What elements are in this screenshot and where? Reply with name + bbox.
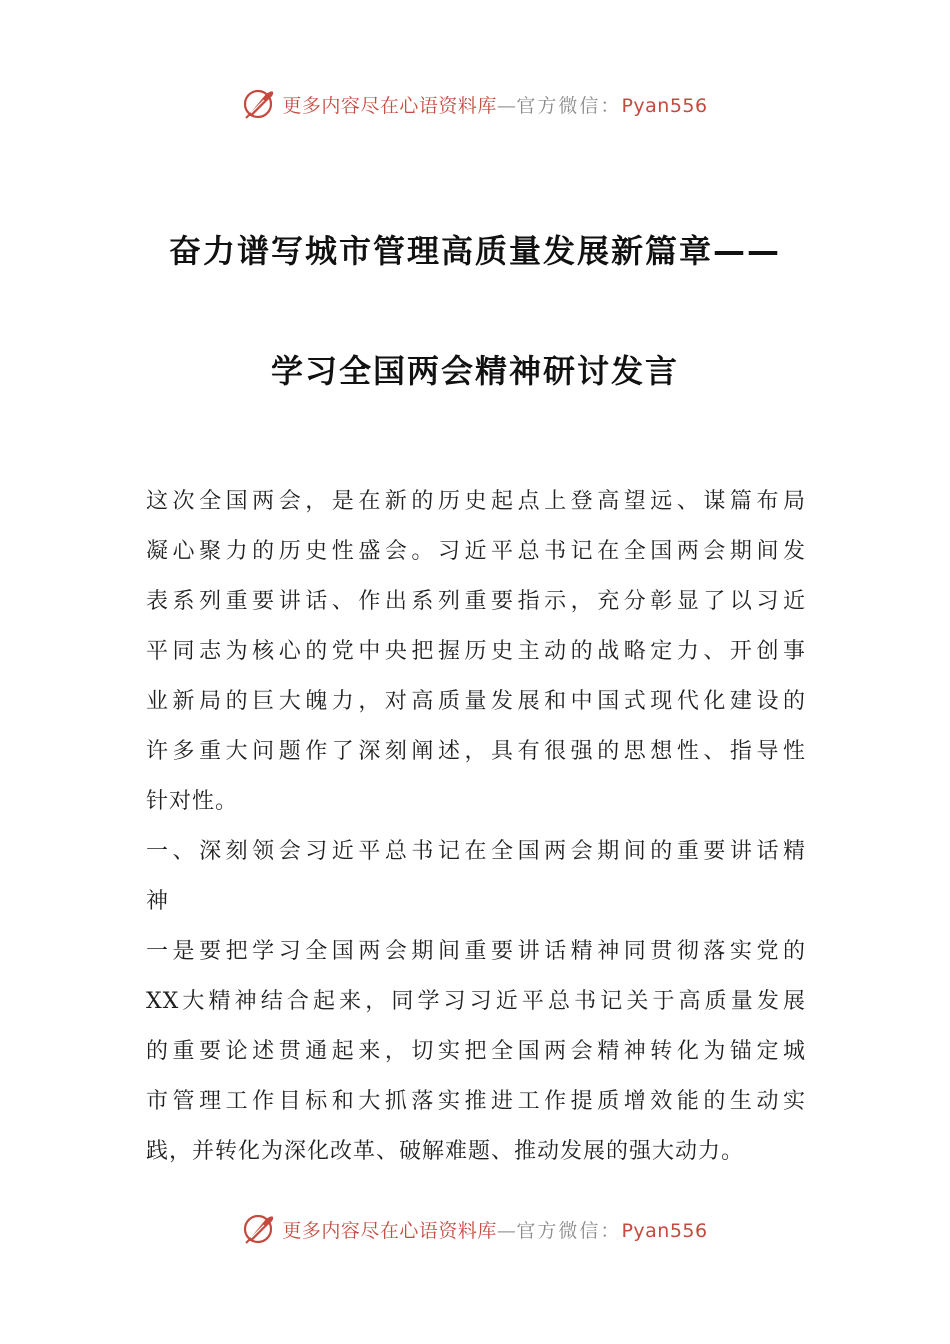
document-title-line-1: 奋力谱写城市管理高质量发展新篇章—— [168,232,781,270]
section-heading-line: 一、深刻领会习近平总书记在全国两会期间的重要讲话精 [146,839,806,864]
header-watermark [0,84,950,124]
body-line: 凝心聚力的历史性盛会。习近平总书记在全国两会期间发 [146,539,806,564]
body-line: 许多重大问题作了深刻阐述，具有很强的思想性、指导性 [146,739,806,764]
watermark-label: 官方微信： [516,94,622,117]
quill-pen-logo-icon [242,86,278,122]
footer-watermark [0,1209,950,1249]
body-line: 业新局的巨大魄力，对高质量发展和中国式现代化建设的 [146,689,806,714]
body-line: 这次全国两会，是在新的历史起点上登高望远、谋篇布局 [146,489,806,514]
body-line: 针对性。 [146,789,239,814]
watermark-brand: 更多内容尽在心语资料库 [282,94,497,117]
watermark-account-id: Pyan556 [621,94,708,117]
document-body [146,477,806,1177]
body-line: 的重要论述贯通起来，切实把全国两会精神转化为锚定城 [146,1039,806,1064]
watermark-separator: — [496,94,517,117]
watermark-label: 官方微信： [516,1219,622,1242]
document-title-line-2: 学习全国两会精神研讨发言 [270,352,679,390]
section-heading-line: 神 [146,889,170,914]
watermark-text [282,1216,707,1243]
watermark-separator: — [496,1219,517,1242]
body-line: 践，并转化为深化改革、破解难题、推动发展的强大动力。 [146,1139,745,1164]
watermark-text [282,91,707,118]
quill-pen-logo-icon [242,1211,278,1247]
body-line: 一是要把学习全国两会期间重要讲话精神同贯彻落实党的 [146,939,806,964]
body-line: XX大精神结合起来，同学习习近平总书记关于高质量发展 [146,989,806,1014]
watermark-brand: 更多内容尽在心语资料库 [282,1219,497,1242]
body-line: 平同志为核心的党中央把握历史主动的战略定力、开创事 [146,639,806,664]
body-line: 市管理工作目标和大抓落实推进工作提质增效能的生动实 [146,1089,806,1114]
body-line: 表系列重要讲话、作出系列重要指示，充分彰显了以习近 [146,589,806,614]
watermark-account-id: Pyan556 [621,1219,708,1242]
